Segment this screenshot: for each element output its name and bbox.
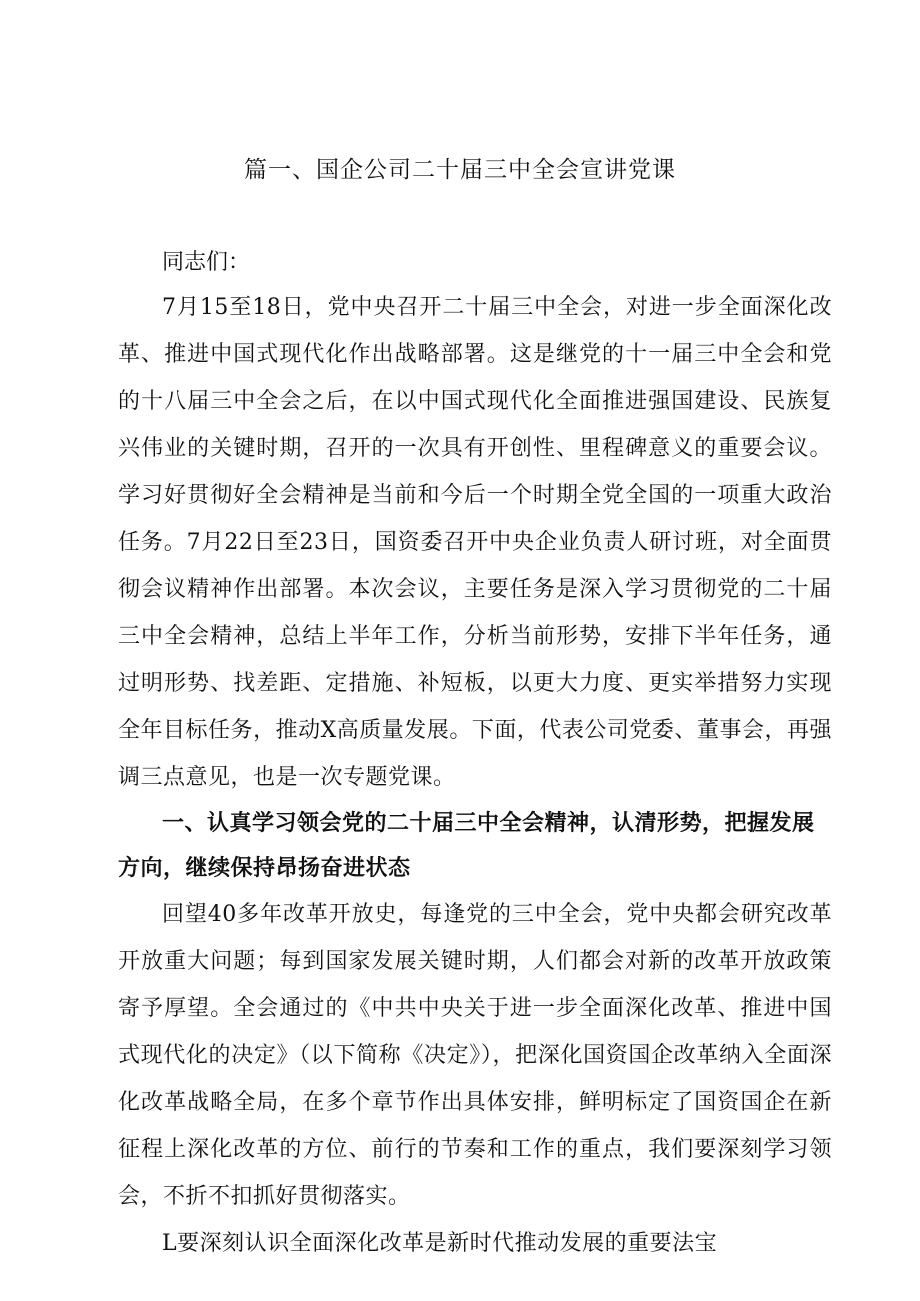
paragraph-intro: 7月15至18日，党中央召开二十届三中全会，对进一步全面深化改革、推进中国式现代化作出战略部署。这是继党的十一届三中全会和党的十八届三中全会之后，在以中国式现代化全面推进强国建设、民族复兴伟业的关键时期，召开的一次具有开创性、里程碑意义的重要会议。学习好贯彻好全会精神是当前和今后一个时期全党全国的一项重大政治任务。7月22日至23日，国资委召开中央企业负责人研讨班，对全面贯彻会议精神作出部署。本次会议，主要任务是深入学习贯彻党的二十届三中全会精神，总结上半年工作，分析当前形势，安排下半年任务，通过明形势、找差距、定措施、补短板，以更大力度、更实举措努力实现全年目标任务，推动X高质量发展。下面，代表公司党委、董事会，再强调三点意见，也是一次专题党课。: [118, 295, 832, 790]
paragraph-review: 回望40多年改革开放史，每逢党的三中全会，党中央都会研究改革开放重大问题；每到国家发展关键时期，人们都会对新的改革开放政策寄予厚望。全会通过的《中共中央关于进一步全面深化改革、推进中国式现代化的决定》（以下简称《决定》），把深化国资国企改革纳入全面深化改革战略全局，在多个章节作出具体安排，鲜明标定了国资国企在新征程上深化改革的方位、前行的节奏和工作的重点，我们要深刻学习领会，不折不扣抓好贯彻落实。: [118, 902, 832, 1209]
subheading-1: L要深刻认识全面深化改革是新时代推动发展的重要法宝: [162, 1231, 718, 1256]
section-heading-1: 一、认真学习领会党的二十届三中全会精神，认清形势，把握发展方向，继续保持昂扬奋进状态: [118, 811, 815, 881]
document-title: 篇一、国企公司二十届三中全会宣讲党课: [244, 157, 676, 183]
salutation: 同志们：: [162, 250, 251, 275]
document-body: [118, 242, 832, 1267]
